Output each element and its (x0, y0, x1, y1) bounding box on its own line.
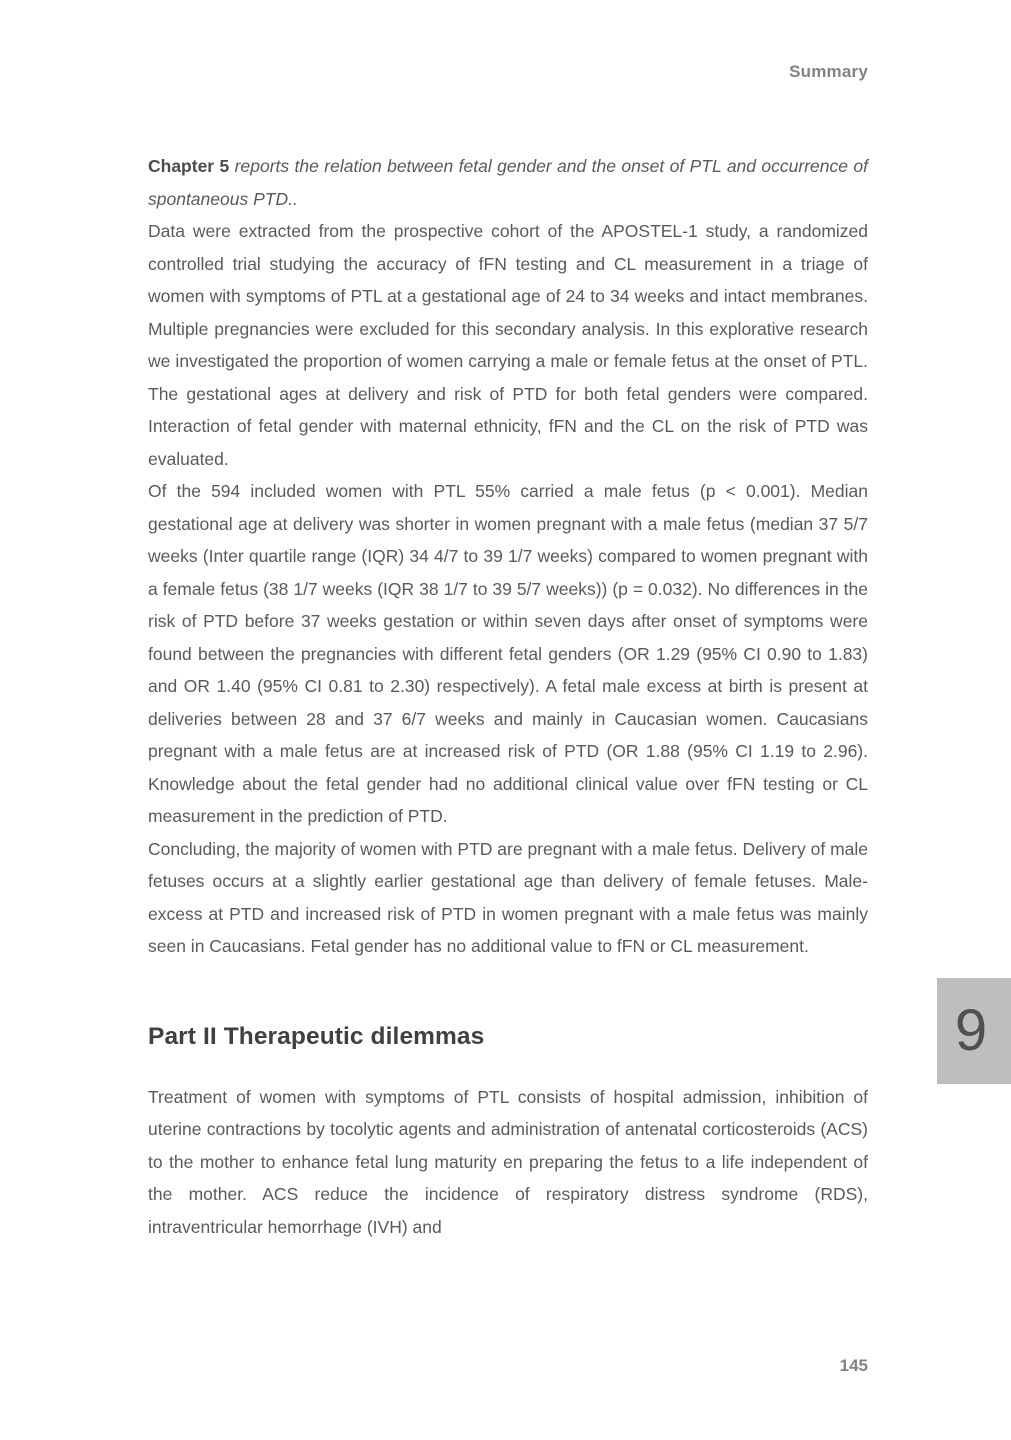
running-header: Summary (789, 62, 868, 81)
summary-paragraph: Concluding, the majority of women with PTD are pregnant with a male fetus. Delivery of male fetuses occurs at a slightly earlier gestational age than delivery of female fetuses. Male-excess at PTD and increased risk of PTD in women pregnant with a male fetus was mainly seen in Caucasians. Fetal gender has no additional value to fFN or CL measurement. (148, 838, 868, 956)
part-ii-paragraph: Treatment of women with symptoms of PTL consists of hospital admission, inhibition of uterine contractions by tocolytic agents and administration of antenatal corticosteroids (ACS) to the mother to enhance fetal lung maturity en preparing the fetus to a life independent of the mother. ACS reduce the incidence of respiratory distress syndrome (RDS), intraventricular hemorrhage (IVH) and (148, 1086, 868, 1237)
summary-paragraph: Of the 594 included women with PTL 55% carried a male fetus (p < 0.001). Median gestational age at delivery was shorter in women pregnant with a male fetus (median 37 5/7 weeks (Inter quartile range (IQR) 34 4/7 to 39 1/7 weeks) compared to women pregnant with a female fetus (38 1/7 weeks (IQR 38 1/7 to 39 5/7 weeks)) (p = 0.032). No differences in the risk of PTD before 37 weeks gestation or within seven days after onset of symptoms were found between the pregnancies with different fetal genders (OR 1.29 (95% CI 0.90 to 1.83) and OR 1.40 (95% CI 0.81 to 2.30) respectively). A fetal male excess at birth is present at deliveries between 28 and 37 6/7 weeks and mainly in Caucasian women. Caucasians pregnant with a male fetus are at increased risk of PTD (OR 1.88 (95% CI 1.19 to 2.96). Knowledge about the fetal gender had no additional clinical value over fFN testing or CL measurement in the prediction of PTD. (148, 481, 868, 826)
chapter-summary-lead-paragraph (148, 150, 868, 215)
summary-paragraph: Data were extracted from the prospective cohort of the APOSTEL-1 study, a randomized controlled trial studying the accuracy of fFN testing and CL measurement in a triage of women with symptoms of PTL at a gestational age of 24 to 34 weeks and intact membranes. Multiple pregnancies were excluded for this secondary analysis. In this explorative research we investigated the proportion of women carrying a male or female fetus at the onset of PTL. The gestational ages at delivery and risk of PTD for both fetal genders were compared. Interaction of fetal gender with maternal ethnicity, fFN and the CL on the risk of PTD was evaluated. (148, 221, 868, 469)
text-block (148, 150, 868, 1243)
page-number: 145 (839, 1356, 868, 1375)
chapter-tab (937, 978, 1011, 1084)
chapter-intro-italic: reports the relation between fetal gender and the onset of PTL and occurrence of spontaneous PTD.. (148, 156, 868, 209)
part-ii-heading: Part II Therapeutic dilemmas (148, 1022, 485, 1050)
chapter-label: Chapter 5 (148, 156, 230, 176)
chapter-tab-number: 9 (954, 998, 988, 1063)
